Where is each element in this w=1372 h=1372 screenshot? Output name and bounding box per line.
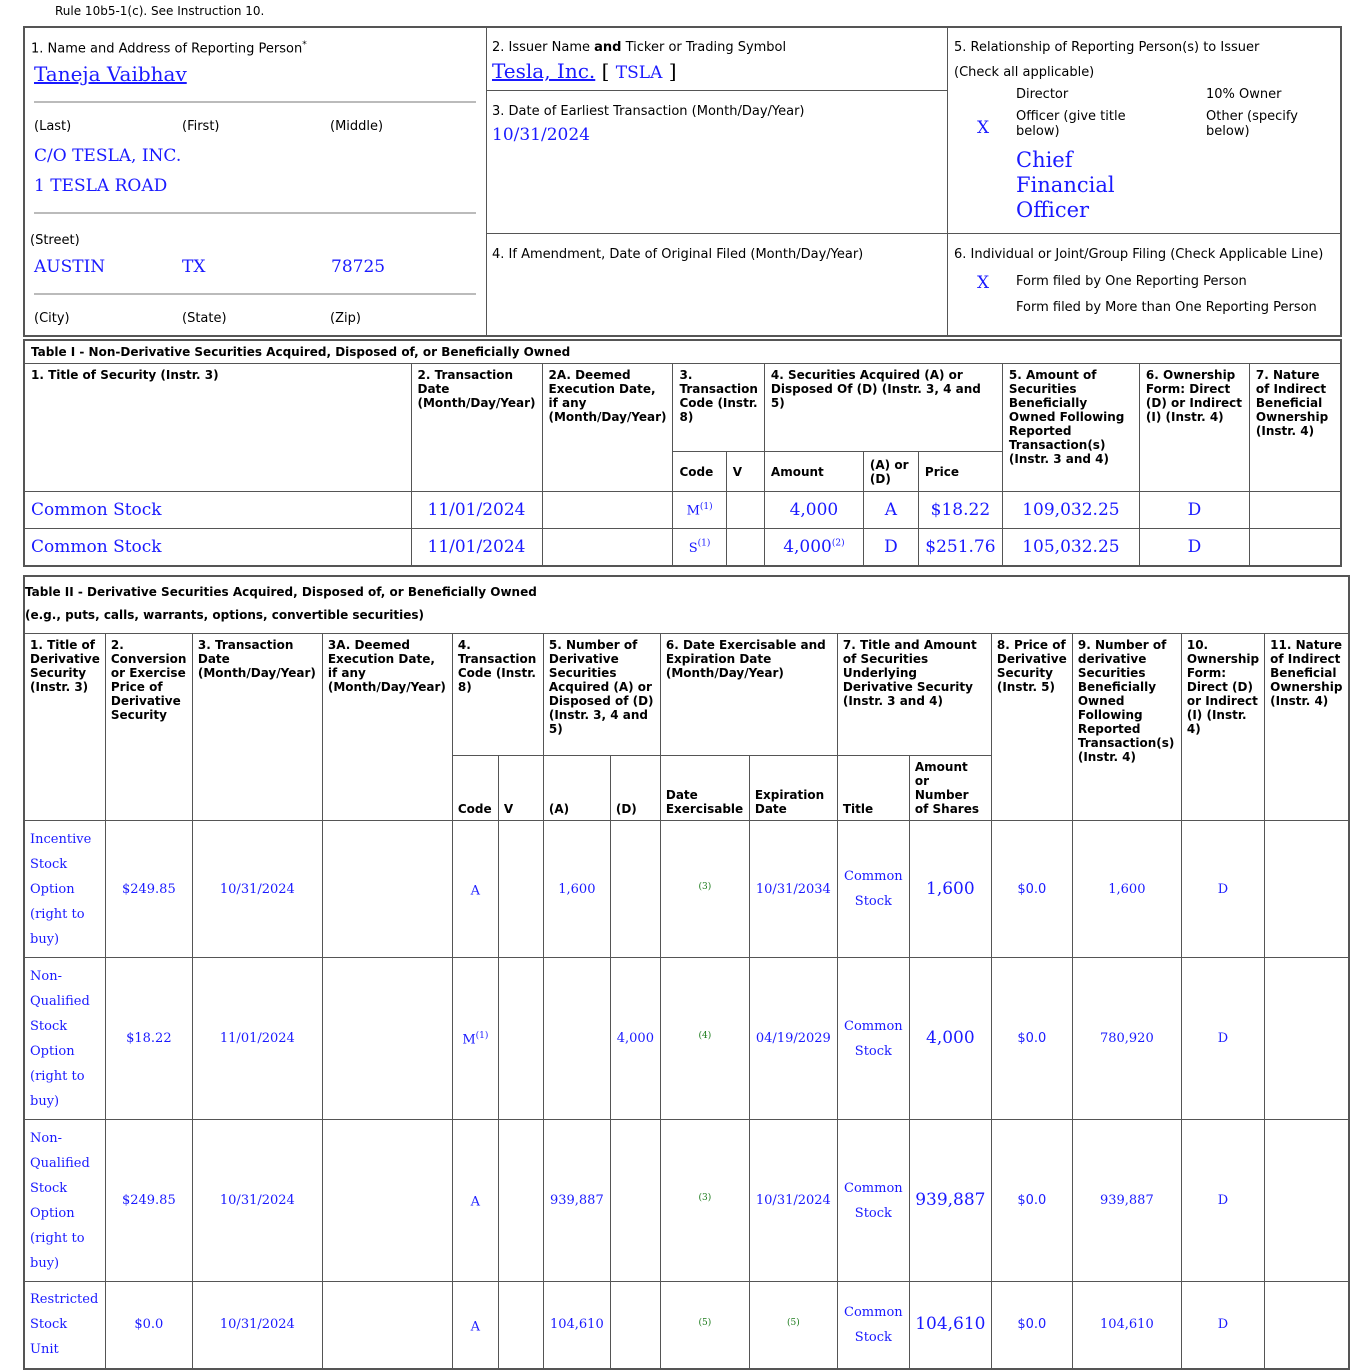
t1-code: $M^{(1)}$ <box>673 492 726 529</box>
table-1 <box>23 339 1342 567</box>
t2-h3: 3. Transaction Date (Month/Day/Year) <box>192 634 322 821</box>
t1-date: 11/01/2024 <box>411 492 542 529</box>
t2-deemed <box>322 958 452 1120</box>
t2-expiration: 04/19/2029 <box>749 958 837 1120</box>
t2-exercisable: (5) <box>660 1282 749 1369</box>
state-label: (State) <box>182 311 227 326</box>
t2-deriv-price: $0.0 <box>991 1282 1072 1369</box>
t2-underlying-title: Common Stock <box>837 1120 909 1282</box>
t2-v <box>498 958 543 1120</box>
city-value: AUSTIN <box>34 257 106 277</box>
first-label: (First) <box>182 119 220 134</box>
t2-expiration: (5) <box>749 1282 837 1369</box>
t2-h6: 6. Date Exercisable and Expiration Date (Month/Day/Year) <box>660 634 837 756</box>
t2-h11: 11. Nature of Indirect Beneficial Ownership (Instr. 4) <box>1265 634 1349 821</box>
t2-a <box>543 958 610 1120</box>
table-row <box>24 529 1341 566</box>
other-label: Other (specify below) <box>1206 109 1298 139</box>
t1-h4: 4. Securities Acquired (A) or Disposed Of (D) (Instr. 3, 4 and 5) <box>764 364 1002 452</box>
t2-underlying-title: Common Stock <box>837 1282 909 1369</box>
table-2-caption: Table II - Derivative Securities Acquired, Disposed of, or Beneficially Owned (e.g., puts, calls, warrants, options, convertible securities) <box>24 576 1349 634</box>
t2-date: 11/01/2024 <box>192 958 322 1120</box>
officer-label: Officer (give title below) <box>1016 109 1126 139</box>
t2-price: $249.85 <box>105 821 192 958</box>
t2-code: A <box>452 1120 498 1282</box>
t2-nature <box>1265 821 1349 958</box>
t2-title: Non- Qualified Stock Option (right to buy) <box>24 1120 105 1282</box>
t1-h2: 2. Transaction Date (Month/Day/Year) <box>411 364 542 492</box>
t2-date: 10/31/2024 <box>192 821 322 958</box>
t2-d <box>610 1282 660 1369</box>
city-label: (City) <box>34 311 70 326</box>
t2-price: $249.85 <box>105 1120 192 1282</box>
t2-h8: 8. Price of Derivative Security (Instr. 5) <box>991 634 1072 821</box>
t2-d: 4,000 <box>610 958 660 1120</box>
t1-code: $S^{(1)}$ <box>673 529 726 566</box>
t2-v <box>498 821 543 958</box>
t2-a: 1,600 <box>543 821 610 958</box>
t1-price-h: Price <box>918 452 1002 492</box>
table-row <box>24 958 1349 1120</box>
t1-amount: 4,000$^{(2)}$ <box>764 529 863 566</box>
t1-form: D <box>1139 492 1249 529</box>
t2-exp-h: Expiration Date <box>749 756 837 821</box>
t2-v <box>498 1282 543 1369</box>
zip-label: (Zip) <box>330 311 361 326</box>
t2-d <box>610 1120 660 1282</box>
t1-aord-h: (A) or (D) <box>863 452 918 492</box>
t1-price: $251.76 <box>918 529 1002 566</box>
t2-title: Restricted Stock Unit <box>24 1282 105 1369</box>
earliest-transaction-date: 10/31/2024 <box>492 125 590 145</box>
t1-h3: 3. Transaction Code (Instr. 8) <box>673 364 764 452</box>
street-label: (Street) <box>30 233 80 248</box>
issuer-link[interactable]: Tesla, Inc. <box>492 59 596 83</box>
t2-form: D <box>1181 958 1264 1120</box>
box1-label: 1. Name and Address of Reporting Person* <box>31 40 307 57</box>
t1-h6: 6. Ownership Form: Direct (D) or Indirect (I) (Instr. 4) <box>1139 364 1249 492</box>
t1-h2a: 2A. Deemed Execution Date, if any (Month/Day/Year) <box>542 364 673 492</box>
t2-code: A <box>452 821 498 958</box>
t2-price: $18.22 <box>105 958 192 1120</box>
t2-underlying-amount: 4,000 <box>909 958 991 1120</box>
t2-owned: 939,887 <box>1072 1120 1181 1282</box>
t2-owned: 104,610 <box>1072 1282 1181 1369</box>
t2-h10: 10. Ownership Form: Direct (D) or Indirect (I) (Instr. 4) <box>1181 634 1264 821</box>
t2-deemed <box>322 821 452 958</box>
t2-expiration: 10/31/2034 <box>749 821 837 958</box>
filing-checkmark: X <box>977 273 990 293</box>
t1-title: Common Stock <box>24 529 411 566</box>
t2-form: D <box>1181 821 1264 958</box>
box2-label: 2. Issuer Name and Ticker or Trading Symbol <box>492 40 787 55</box>
form-header <box>23 26 1342 337</box>
t2-date-ex-h: Date Exercisable <box>660 756 749 821</box>
t1-h5: 5. Amount of Securities Beneficially Owned Following Reported Transaction(s) (Instr. 3 and 4) <box>1002 364 1139 492</box>
t2-title: Incentive Stock Option (right to buy) <box>24 821 105 958</box>
box3-label: 3. Date of Earliest Transaction (Month/Day/Year) <box>492 104 805 119</box>
box5-sub: (Check all applicable) <box>954 65 1095 80</box>
reporting-person-link[interactable]: Taneja Vaibhav <box>34 62 187 86</box>
t1-h1: 1. Title of Security (Instr. 3) <box>24 364 411 492</box>
street-line2: 1 TESLA ROAD <box>34 176 168 196</box>
t2-a-h: (A) <box>543 756 610 821</box>
t2-underlying-title: Common Stock <box>837 821 909 958</box>
t2-expiration: 10/31/2024 <box>749 1120 837 1282</box>
t2-deriv-price: $0.0 <box>991 958 1072 1120</box>
filed-more-label: Form filed by More than One Reporting Person <box>1016 300 1317 315</box>
state-value: TX <box>182 257 206 277</box>
filed-one-label: Form filed by One Reporting Person <box>1016 274 1247 289</box>
t2-nature <box>1265 1282 1349 1369</box>
t2-h5: 5. Number of Derivative Securities Acquired (A) or Disposed of (D) (Instr. 3, 4 and 5) <box>543 634 660 756</box>
t2-deriv-price: $0.0 <box>991 1120 1072 1282</box>
t1-price: $18.22 <box>918 492 1002 529</box>
t1-h7: 7. Nature of Indirect Beneficial Ownership (Instr. 4) <box>1249 364 1341 492</box>
t2-owned: 780,920 <box>1072 958 1181 1120</box>
t2-deriv-price: $0.0 <box>991 821 1072 958</box>
t2-nature <box>1265 958 1349 1120</box>
t2-v <box>498 1120 543 1282</box>
t2-price: $0.0 <box>105 1282 192 1369</box>
t2-exercisable: (3) <box>660 821 749 958</box>
t2-title: Non- Qualified Stock Option (right to buy) <box>24 958 105 1120</box>
t1-amount-h: Amount <box>764 452 863 492</box>
t2-code: $M^{(1)}$ <box>452 958 498 1120</box>
table-row <box>24 821 1349 958</box>
t2-underlying-amount: 939,887 <box>909 1120 991 1282</box>
middle-label: (Middle) <box>330 119 384 134</box>
t1-title: Common Stock <box>24 492 411 529</box>
box6-label: 6. Individual or Joint/Group Filing (Check Applicable Line) <box>954 247 1324 262</box>
t2-h7: 7. Title and Amount of Securities Underlying Derivative Security (Instr. 3 and 4) <box>837 634 991 756</box>
t2-code-h: Code <box>452 756 498 821</box>
t2-d-h: (D) <box>610 756 660 821</box>
t1-owned: 109,032.25 <box>1002 492 1139 529</box>
t1-form: D <box>1139 529 1249 566</box>
t2-h9: 9. Number of derivative Securities Beneficially Owned Following Reported Transaction(s) (Instr. 4) <box>1072 634 1181 821</box>
officer-title: Chief Financial Officer <box>1016 148 1115 222</box>
t1-owned: 105,032.25 <box>1002 529 1139 566</box>
t2-underlying-amount: 104,610 <box>909 1282 991 1369</box>
t1-code-h: Code <box>673 452 726 492</box>
rule-note: Rule 10b5-1(c). See Instruction 10. <box>55 4 265 18</box>
box5-label: 5. Relationship of Reporting Person(s) to Issuer <box>954 40 1260 55</box>
street-line1: C/O TESLA, INC. <box>34 146 182 166</box>
t2-h2: 2. Conversion or Exercise Price of Derivative Security <box>105 634 192 821</box>
t2-underlying-title: Common Stock <box>837 958 909 1120</box>
t1-deemed <box>542 529 673 566</box>
t1-v <box>726 529 764 566</box>
t2-h3a: 3A. Deemed Execution Date, if any (Month/Day/Year) <box>322 634 452 821</box>
issuer-line: Tesla, Inc. [ TSLA ] <box>492 59 677 83</box>
t2-owned: 1,600 <box>1072 821 1181 958</box>
t2-title-h: Title <box>837 756 909 821</box>
t2-h1: 1. Title of Derivative Security (Instr. 3) <box>24 634 105 821</box>
t2-form: D <box>1181 1282 1264 1369</box>
table-row <box>24 1120 1349 1282</box>
t2-nature <box>1265 1120 1349 1282</box>
t1-deemed <box>542 492 673 529</box>
t2-date: 10/31/2024 <box>192 1120 322 1282</box>
box4-label: 4. If Amendment, Date of Original Filed (Month/Day/Year) <box>492 247 864 262</box>
t2-exercisable: (4) <box>660 958 749 1120</box>
t2-exercisable: (3) <box>660 1120 749 1282</box>
t1-v <box>726 492 764 529</box>
t1-date: 11/01/2024 <box>411 529 542 566</box>
table-row <box>24 492 1341 529</box>
t2-h4: 4. Transaction Code (Instr. 8) <box>452 634 543 756</box>
t2-underlying-amount: 1,600 <box>909 821 991 958</box>
t2-code: A <box>452 1282 498 1369</box>
ticker: TSLA <box>615 63 663 83</box>
zip-value: 78725 <box>331 257 386 277</box>
t2-amount-h: Amount or Number of Shares <box>909 756 991 821</box>
officer-checkmark: X <box>977 118 990 138</box>
t1-aord: A <box>863 492 918 529</box>
t2-v-h: V <box>498 756 543 821</box>
t1-amount: 4,000 <box>764 492 863 529</box>
t1-aord: D <box>863 529 918 566</box>
table-2 <box>23 575 1350 1370</box>
table-1-caption: Table I - Non-Derivative Securities Acquired, Disposed of, or Beneficially Owned <box>24 340 1341 364</box>
t2-a: 939,887 <box>543 1120 610 1282</box>
last-label: (Last) <box>34 119 72 134</box>
t2-d <box>610 821 660 958</box>
table-row <box>24 1282 1349 1369</box>
t1-nature <box>1249 529 1341 566</box>
ten-pct-owner-label: 10% Owner <box>1206 87 1282 102</box>
director-label: Director <box>1016 87 1069 102</box>
t2-date: 10/31/2024 <box>192 1282 322 1369</box>
t2-form: D <box>1181 1120 1264 1282</box>
t1-v-h: V <box>726 452 764 492</box>
t1-nature <box>1249 492 1341 529</box>
t2-deemed <box>322 1282 452 1369</box>
t2-a: 104,610 <box>543 1282 610 1369</box>
t2-deemed <box>322 1120 452 1282</box>
